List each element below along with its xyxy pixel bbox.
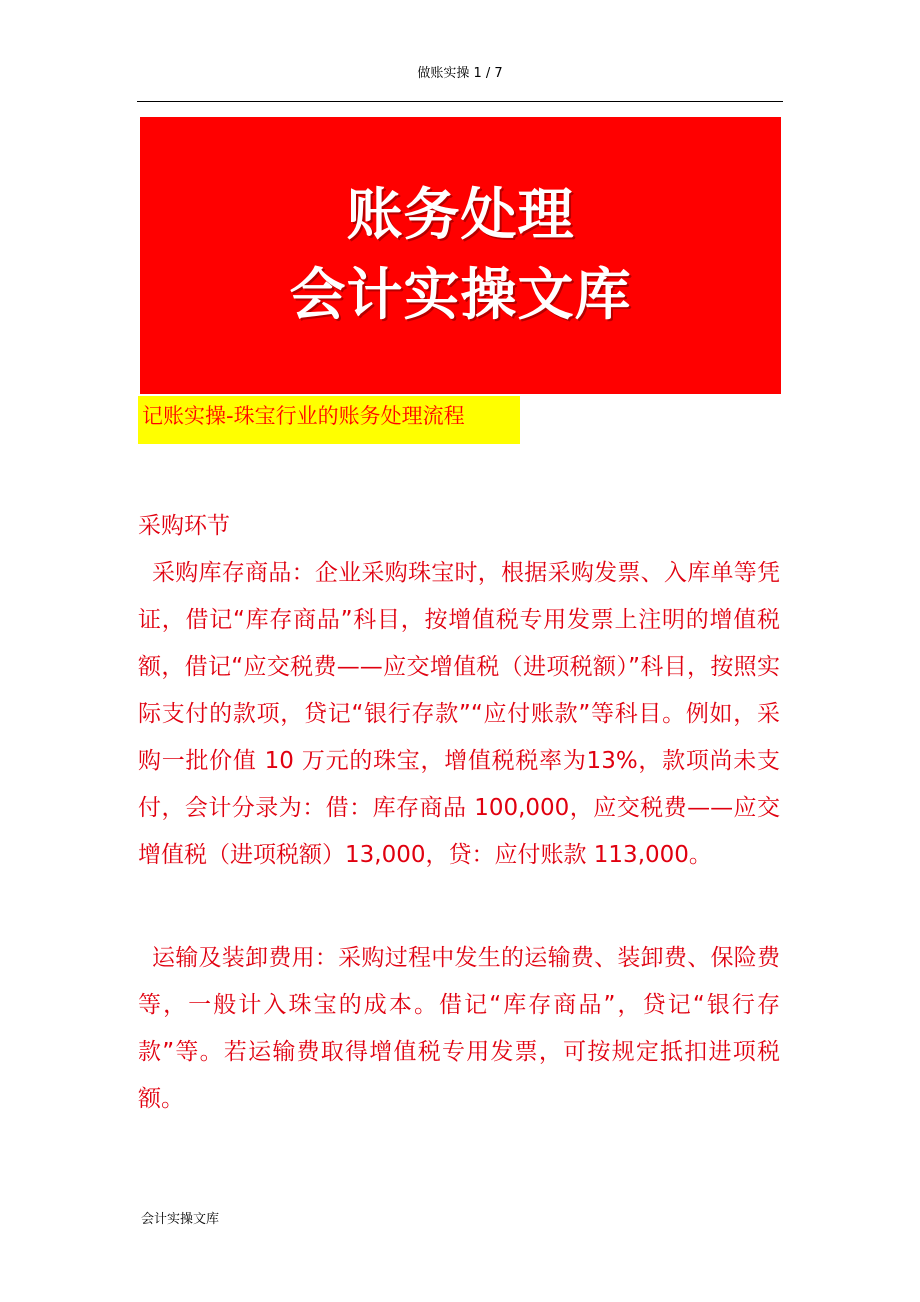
banner-title-line2: 会计实操文库 [289, 262, 632, 328]
header-divider [137, 101, 783, 102]
title-banner [140, 117, 781, 394]
banner-title-line1: 账务处理 [346, 182, 575, 248]
page-header: 做账实操 1 / 7 [417, 66, 503, 81]
paragraph-freight-handling: 运输及装卸费用：采购过程中发生的运输费、装卸费、保险费等，一般计入珠宝的成本。借记“库存商品”，贷记“银行存款”等。若运输费取得增值税专用发票，可按规定抵扣进项税额。 [138, 945, 780, 1112]
paragraph-purchase-inventory: 采购库存商品：企业采购珠宝时，根据采购发票、入库单等凭证，借记“库存商品”科目，按增值税专用发票上注明的增值税额，借记“应交税费——应交增值税（进项税额）”科目，按照实际支付的款项，贷记“银行存款”“应付账款”等科目。例如，采购一批价值 10 万元的珠宝，增值税税率为13%，款项尚未支付，会计分录为：借：库存商品 100,000，应交税费——应交增值税（进项税额）13,000，贷：应付账款 113,000。 [138, 560, 780, 868]
document-title: 记账实操-珠宝行业的账务处理流程 [138, 396, 520, 444]
page-footer: 会计实操文库 [141, 1212, 220, 1227]
section-heading: 采购环节 [138, 513, 230, 539]
